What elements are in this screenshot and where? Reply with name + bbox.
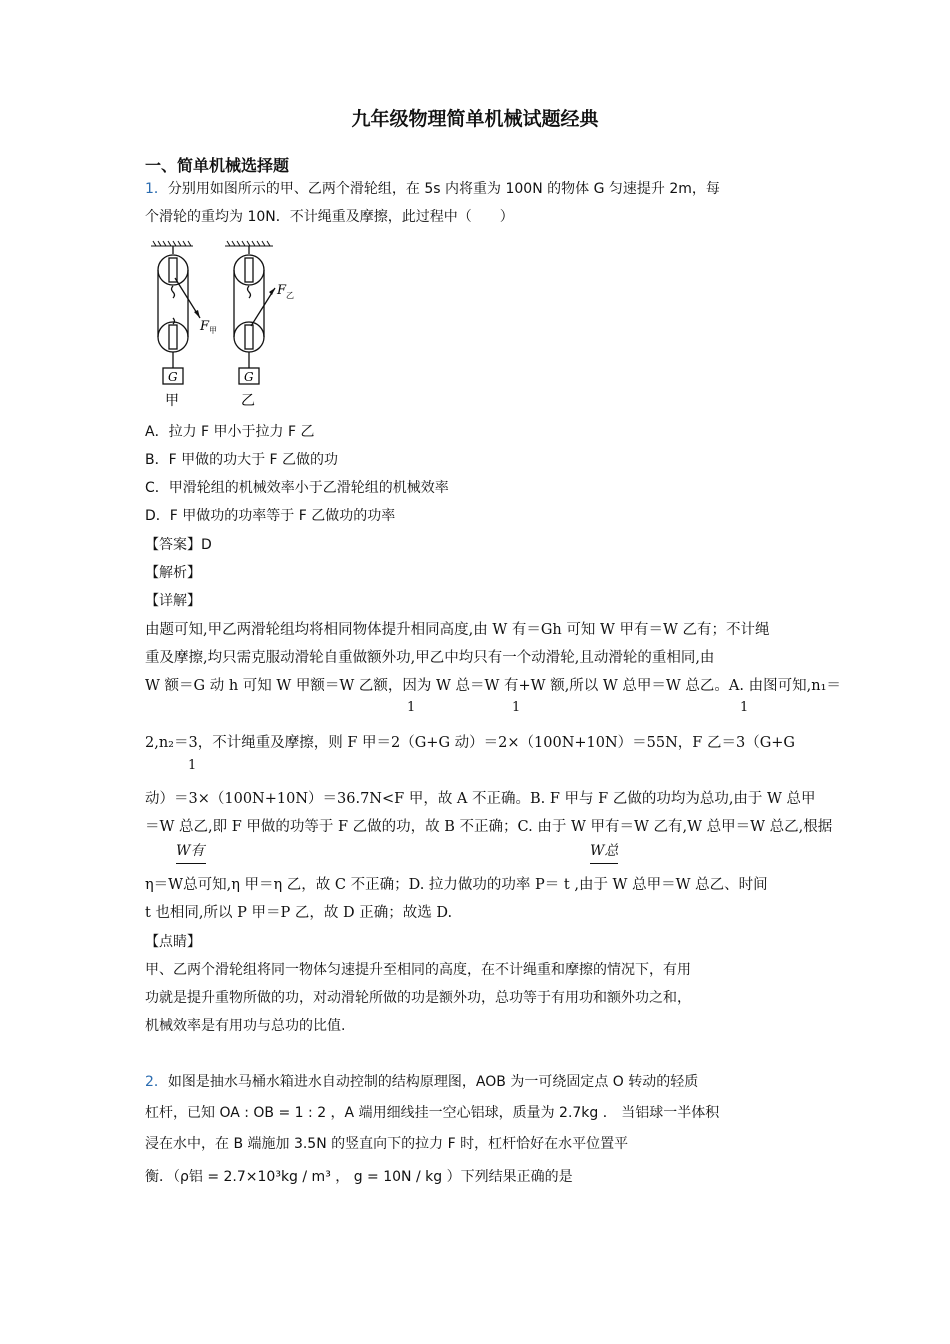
pulley-figure [145, 238, 315, 410]
arrow-jia-icon [194, 310, 200, 318]
detail-line-2: 重及摩擦,均只需克服动滑轮自重做额外功,甲乙中均只有一个动滑轮,且动滑轮的重相同,由 [145, 650, 715, 666]
detail-line-4: 2,n₂＝3，不计绳重及摩擦，则 F 甲＝2（G+G 动）＝2×（100N+10N）＝55N，F 乙＝3（G+G [145, 735, 796, 751]
page-title: 九年级物理简单机械试题经典 [351, 108, 599, 130]
pulley-system-yi [234, 246, 275, 384]
detail-line-5: 动）＝3×（100N+10N）＝36.7N<F 甲，故 A 不正确。B. F 甲与 F 乙做的功均为总功,由于 W 总甲 [145, 791, 816, 807]
detail-line-1: 由题可知,甲乙两滑轮组均将相同物体提升相同高度,由 W 有＝Gh 可知 W 甲有＝W 乙有；不计绳 [145, 622, 770, 638]
q1-line2: 个滑轮的重均为 10N．不计绳重及摩擦，此过程中（ ） [145, 209, 514, 225]
detail-line-7: η＝W总可知,η 甲＝η 乙，故 C 不正确；D. 拉力做功的功率 P＝ t ,由于 W 总甲＝W 总乙、时间 [145, 877, 768, 893]
detail-label: 【详解】 [145, 593, 201, 609]
tip-line-1: 甲、乙两个滑轮组将同一物体匀速提升至相同的高度，在不计绳重和摩擦的情况下，有用 [145, 962, 691, 978]
q1-line1: 分别用如图所示的甲、乙两个滑轮组，在 5s 内将重为 100N 的物体 G 匀速提升 2m，每 [167, 181, 720, 197]
fraction-numerator-4: 1 [188, 758, 197, 773]
fraction-numerator-3: 1 [740, 700, 749, 715]
tip-label: 【点睛】 [145, 934, 201, 950]
q1-option-b: B．F 甲做的功大于 F 乙做的功 [145, 452, 339, 468]
label-f-yi-sub: 乙 [286, 291, 294, 300]
q2-stem-line-1 [145, 1071, 698, 1091]
fraction-bar-2 [590, 863, 618, 864]
label-g-left: G [168, 370, 178, 384]
label-g-right: G [244, 370, 254, 384]
pulley-system-jia [158, 246, 200, 384]
fraction-w-total: W总 [590, 843, 619, 859]
q1-option-a: A．拉力 F 甲小于拉力 F 乙 [145, 424, 315, 440]
label-f-jia-sub: 甲 [209, 326, 217, 335]
q1-stem-line-1 [145, 178, 720, 198]
label-yi: 乙 [241, 393, 255, 409]
fraction-w-useful: W有 [176, 843, 205, 859]
tip-line-3: 机械效率是有用功与总功的比值. [145, 1018, 346, 1034]
q2-line4: 衡．（ρ铝 = 2.7×10³kg / m³ ， g = 10N / kg ）下列结果正确的是 [145, 1169, 573, 1185]
q1-number: 1． [145, 181, 168, 197]
q1-option-c: C．甲滑轮组的机械效率小于乙滑轮组的机械效率 [145, 480, 449, 496]
label-f-yi: F [277, 283, 287, 298]
arrow-yi-icon [269, 288, 275, 295]
label-jia: 甲 [165, 393, 179, 409]
q2-line3: 浸在水中，在 B 端施加 3.5N 的竖直向下的拉力 F 时，杠杆恰好在水平位置平 [145, 1136, 629, 1152]
tip-line-2: 功就是提升重物所做的功，对动滑轮所做的功是额外功，总功等于有用功和额外功之和， [145, 990, 691, 1006]
q2-line2: 杠杆，已知 OA : OB = 1 : 2 ，A 端用细线挂一空心铝球，质量为 2.7kg ． 当铝球一半体积 [145, 1105, 720, 1121]
q2-line1: 如图是抽水马桶水箱进水自动控制的结构原理图，AOB 为一可绕固定点 O 转动的轻质 [167, 1074, 699, 1090]
analysis-label: 【解析】 [145, 565, 201, 581]
answer-label: 【答案】D [145, 537, 212, 553]
fraction-bar-1 [176, 863, 206, 864]
q2-number: 2． [145, 1074, 168, 1090]
ceiling-left-icon [151, 241, 193, 246]
section-heading: 一、简单机械选择题 [145, 156, 290, 175]
fraction-numerator-2: 1 [512, 700, 521, 715]
ceiling-right-icon [225, 241, 273, 246]
q1-option-d: D．F 甲做功的功率等于 F 乙做功的功率 [145, 508, 396, 524]
detail-line-8: t 也相同,所以 P 甲＝P 乙，故 D 正确；故选 D. [145, 905, 453, 921]
detail-line-6: ＝W 总乙,即 F 甲做的功等于 F 乙做的功，故 B 不正确；C. 由于 W 甲有＝W 乙有,W 总甲＝W 总乙,根据 [145, 819, 833, 835]
detail-line-3: W 额＝G 动 h 可知 W 甲额＝W 乙额，因为 W 总＝W 有+W 额,所以 W 总甲＝W 总乙。A. 由图可知,n₁＝ [145, 678, 841, 694]
fraction-numerator-1: 1 [407, 700, 416, 715]
label-f-jia: F [200, 319, 210, 334]
